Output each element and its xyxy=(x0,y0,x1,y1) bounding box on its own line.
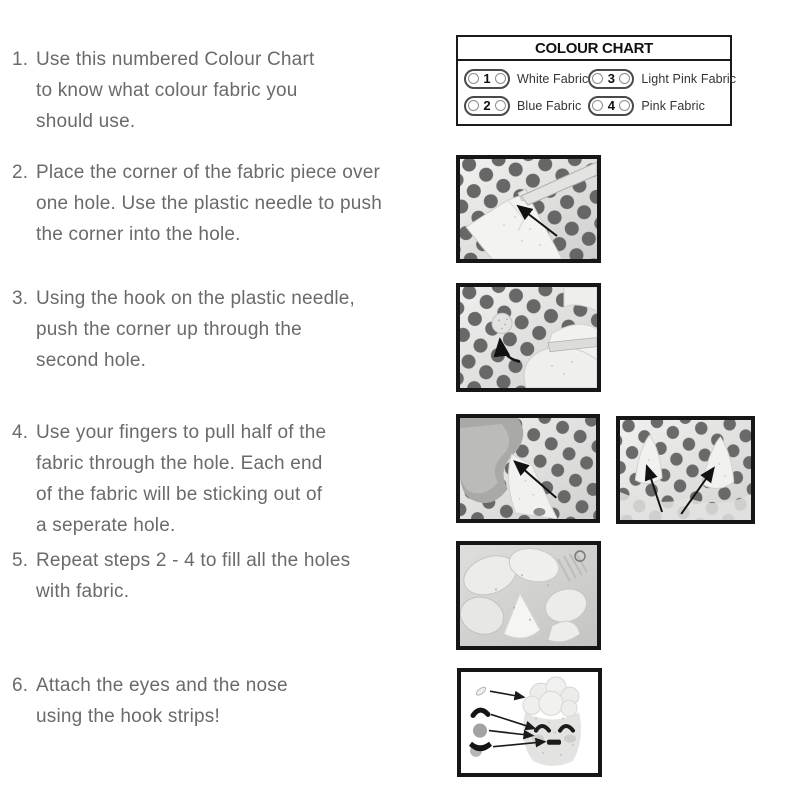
step-4 xyxy=(12,417,326,541)
badge-circle-icon xyxy=(592,73,603,84)
colour-chart-item xyxy=(464,67,588,90)
fabric-tuft xyxy=(492,313,512,333)
step4-figure-right xyxy=(616,416,755,524)
needle-pushing-fabric-photo xyxy=(460,159,597,259)
step-text xyxy=(36,670,288,732)
badge-circle-icon xyxy=(619,73,630,84)
step3-figure xyxy=(456,283,601,392)
colour-chart-item xyxy=(588,67,736,90)
step-text-line: second hole. xyxy=(36,350,147,371)
step6-figure xyxy=(457,668,602,777)
badge-circle-icon xyxy=(468,100,479,111)
step2-figure xyxy=(456,155,601,263)
step-text-line: Repeat steps 2 - 4 to fill all the holes xyxy=(36,550,351,571)
fabric-label: Pink Fabric xyxy=(641,98,705,113)
fabric-label: Blue Fabric xyxy=(517,98,582,113)
step-text-line: a seperate hole. xyxy=(36,515,176,536)
step-number: 6. xyxy=(12,675,29,696)
colour-chart-title: COLOUR CHART xyxy=(458,37,730,61)
step-text-line: the corner into the hole. xyxy=(36,224,241,245)
badge-circle-icon xyxy=(592,100,603,111)
step4-figure-left xyxy=(456,414,600,523)
step-text xyxy=(36,417,326,541)
cupcake-assembly-diagram xyxy=(461,672,598,773)
colour-chart-item xyxy=(588,94,736,117)
number-badge: 1 xyxy=(464,69,510,89)
step-1 xyxy=(12,44,314,137)
cupcake xyxy=(523,677,581,766)
step-2 xyxy=(12,157,382,250)
number-badge: 3 xyxy=(588,69,634,89)
step-text-line: using the hook strips! xyxy=(36,706,220,727)
step-text-line: to know what colour fabric you xyxy=(36,80,298,101)
number-badge: 4 xyxy=(588,96,634,116)
step-text-line: fabric through the hole. Each end xyxy=(36,453,323,474)
badge-circle-icon xyxy=(619,100,630,111)
fabric-ends-sticking-out-photo xyxy=(620,420,751,520)
step-number: 1. xyxy=(12,49,29,70)
cheek xyxy=(564,735,576,743)
step-text-line: push the corner up through the xyxy=(36,319,302,340)
hook-through-second-hole-photo xyxy=(460,287,597,388)
holes-filled-with-fabric-photo xyxy=(460,545,597,646)
badge-circle-icon xyxy=(468,73,479,84)
step-text-line: Using the hook on the plastic needle, xyxy=(36,288,355,309)
step5-figure xyxy=(456,541,601,650)
badge-circle-icon xyxy=(495,73,506,84)
colour-chart-item xyxy=(464,94,588,117)
step-text-line: Use this numbered Colour Chart xyxy=(36,49,315,70)
step-text-line: with fabric. xyxy=(36,581,130,602)
step-text-line: should use. xyxy=(36,111,136,132)
colour-chart xyxy=(456,35,737,126)
step-5 xyxy=(12,545,350,607)
step-number: 2. xyxy=(12,162,29,183)
fabric-label: White Fabric xyxy=(517,71,589,86)
step-text xyxy=(36,44,314,137)
nose-part xyxy=(473,724,487,738)
cupcake-mouth xyxy=(547,740,561,745)
step-text-line: Use your fingers to pull half of the xyxy=(36,422,327,443)
fabric-label: Light Pink Fabric xyxy=(641,71,737,86)
step-text-line: Place the corner of the fabric piece over xyxy=(36,162,381,183)
step-text-line: Attach the eyes and the nose xyxy=(36,675,288,696)
badge-circle-icon xyxy=(495,100,506,111)
step-text xyxy=(36,283,355,376)
step-3 xyxy=(12,283,355,376)
step-number: 3. xyxy=(12,288,29,309)
number-badge: 2 xyxy=(464,96,510,116)
fingers-pulling-fabric-photo xyxy=(460,418,596,519)
step-text xyxy=(36,157,382,250)
step-text-line: one hole. Use the plastic needle to push xyxy=(36,193,383,214)
step-text xyxy=(36,545,350,607)
step-number: 4. xyxy=(12,422,29,443)
step-6 xyxy=(12,670,288,732)
colour-chart-body xyxy=(458,61,737,124)
hole xyxy=(533,508,545,516)
step-text-line: of the fabric will be sticking out of xyxy=(36,484,323,505)
step-number: 5. xyxy=(12,550,29,571)
